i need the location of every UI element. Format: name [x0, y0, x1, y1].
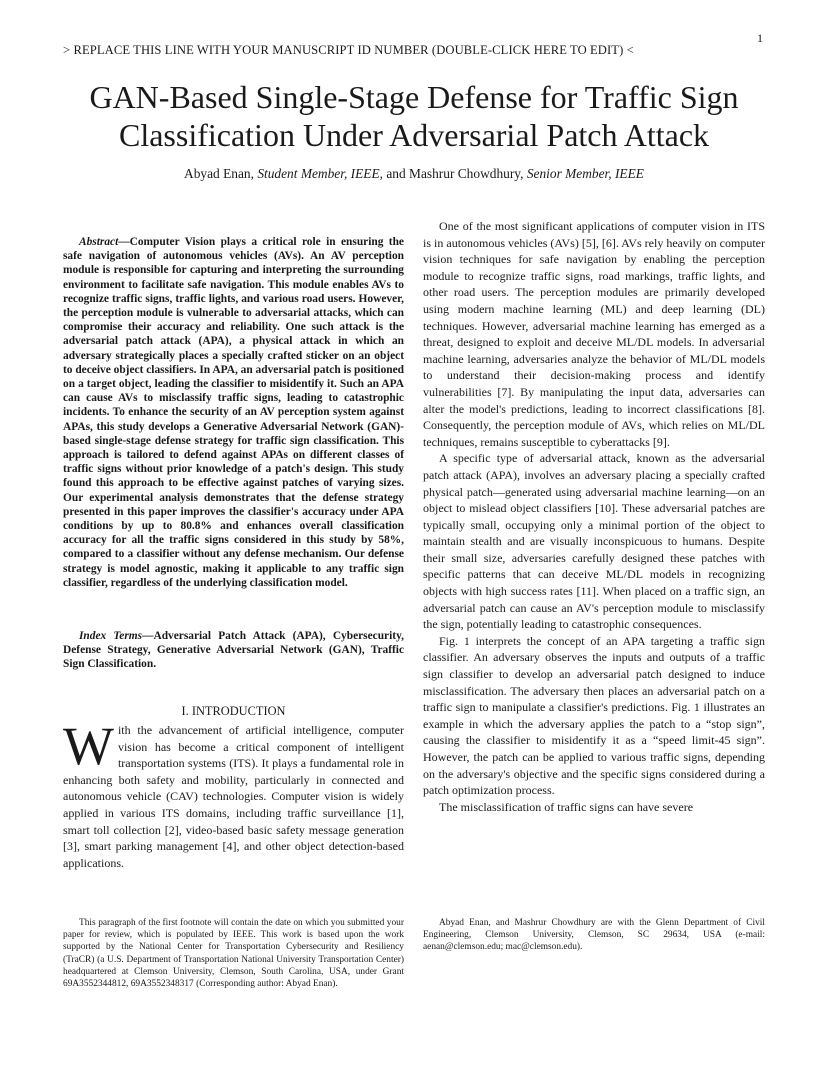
author-joiner: , and Mashrur Chowdhury,: [379, 166, 524, 181]
index-terms: [63, 629, 404, 672]
paper-title: [40, 78, 788, 154]
page-number: 1: [757, 31, 763, 45]
intro-text: ith the advancement of artificial intelligence, computer vision has become a critical component of intelligent transportation systems (ITS). It plays a fundamental role in enhancing both safety and mobility, particularly in connected and autonomous vehicle (CAV) technologies. Computer vision is widely applied in various ITS domains, including traffic surveillance [1], smart toll collection [2], video-based basic safety message generation [3], smart parking management [4], and other object detection-based applications.: [63, 723, 404, 870]
abstract: [63, 235, 404, 590]
author-2-role: Senior Member, IEEE: [526, 166, 644, 181]
author-1-role: Student Member, IEEE: [257, 166, 380, 181]
title-line-1: GAN-Based Single-Stage Defense for Traffic Sign: [89, 79, 739, 115]
intro-paragraph: [63, 716, 404, 871]
right-paragraph-4: The misclassification of traffic signs can have severe: [439, 799, 694, 814]
footnote-right: Abyad Enan, and Mashrur Chowdhury are with the Glenn Department of Civil Engineering, Clemson University, Clemson, SC 29634, USA (e-mail: aenan@clemson.edu; mac@clemson.edu).: [423, 918, 765, 953]
right-column: [423, 218, 765, 815]
section-heading: I. INTRODUCTION: [181, 704, 286, 718]
abstract-label: Abstract: [79, 236, 119, 248]
author-1: Abyad Enan,: [184, 166, 254, 181]
right-paragraph-2: A specific type of adversarial attack, known as the adversarial patch attack (APA), involves an adversary placing a specially crafted physical patch—generated using adversarial machine learning—on an object to mislead object classifiers [10]. These adversarial patches are typically small, occupying only a minimal portion of the object to maintain stealth and are visually inconspicuous to humans. Despite their small size, adversaries carefully designed these patches with specific patterns that can deceive ML/DL models in recognizing objects with high success rates [11]. When placed on a traffic sign, an adversarial patch can cause an AV's perception module to misclassify the sign, potentially leading to catastrophic consequences.: [423, 451, 765, 632]
drop-cap: W: [63, 716, 114, 776]
index-terms-text: —Adversarial Patch Attack (APA), Cybersecurity, Defense Strategy, Generative Adversarial Network (GAN), Traffic Sign Classification.: [63, 630, 404, 671]
index-terms-label: Index Terms: [79, 630, 143, 642]
right-paragraph-3: Fig. 1 interprets the concept of an APA targeting a traffic sign classifier. An adversary observes the inputs and outputs of a traffic sign classifier to develop an adversarial patch designed to induce misclassification. The adversary then places an adversarial patch on a traffic sign to manipulate a classifier's predictions. Fig. 1 illustrates an example in which the adversary applies the patch to a “stop sign”, causing the classifier to misidentify it as a “speed limit-45 sign”. However, the patch can be applied to various traffic signs, depending on the adversary's objective and the specific signs considered during a patch optimization process.: [423, 633, 765, 798]
author-line: [40, 166, 788, 182]
right-paragraph-1: One of the most significant applications of computer vision in ITS is in autonomous vehicles (AVs) [5], [6]. AVs rely heavily on computer vision techniques for safe navigation by enabling the perception module to recognize traffic signs, road markings, traffic lights, and other road users. The perception modules are primarily developed using modern machine learning (ML) and deep learning (DL) techniques. However, adversarial machine learning has emerged as a threat, designed to exploit and deceive ML/DL models. In adversarial machine learning, adversaries analyze the behavior of ML/DL models to understand their decision-making process and identify vulnerabilities [7]. By manipulating the input data, adversaries can alter the model's predictions, leading to incorrect classifications [8]. Consequently, the perception module of AVs, which relies on ML/DL techniques, remains susceptible to cyberattacks [9].: [423, 219, 765, 449]
manuscript-header: > REPLACE THIS LINE WITH YOUR MANUSCRIPT ID NUMBER (DOUBLE-CLICK HERE TO EDIT) <: [63, 43, 634, 57]
abstract-text: —Computer Vision plays a critical role in ensuring the safe navigation of autonomous vehicles (AVs). An AV perception module is responsible for capturing and interpreting the surrounding environment to facilitate safe navigation. This module enables AVs to recognize traffic signs, traffic lights, and various road users. However, the perception module is vulnerable to adversarial attacks, which can compromise their accuracy and reliability. One such attack is the adversarial patch attack (APA), a physical attack in which an adversary strategically places a specially crafted sticker on an object to deceive object classifiers. In APA, an adversarial patch is positioned on a target object, leading the classifier to misidentify it. Such an APA can cause AVs to misclassify traffic signs, leading to catastrophic incidents. To enhance the security of an AV perception system against APAs, this study develops a Generative Adversarial Network (GAN)-based single-stage defense strategy for traffic sign classification. This approach is tailored to defend against APAs on different classes of traffic signs without prior knowledge of a patch's design. This study found this approach to be effective against patches of varying sizes. Our experimental analysis demonstrates that the defense strategy presented in this paper improves the classifier's accuracy under APA conditions by up to 80.8% and enhances overall classification accuracy for all the traffic signs considered in this study by 58%, compared to a classifier without any defense mechanism. Our defense strategy is model agnostic, making it applicable to any traffic sign classifier, regardless of the underlying classification model.: [63, 236, 404, 589]
footnote-left: This paragraph of the first footnote will contain the date on which you submitted your paper for review, which is populated by IEEE. This work is based upon the work supported by the National Center for Transportation Cybersecurity and Resiliency (TraCR) (a U.S. Department of Transportation National University Transportation Center) headquartered at Clemson University, Clemson, South Carolina, USA, under Grant 69A3552344812, 69A3552348317 (Corresponding author: Abyad Enan).: [63, 918, 404, 990]
title-line-2: Classification Under Adversarial Patch Attack: [118, 117, 710, 153]
